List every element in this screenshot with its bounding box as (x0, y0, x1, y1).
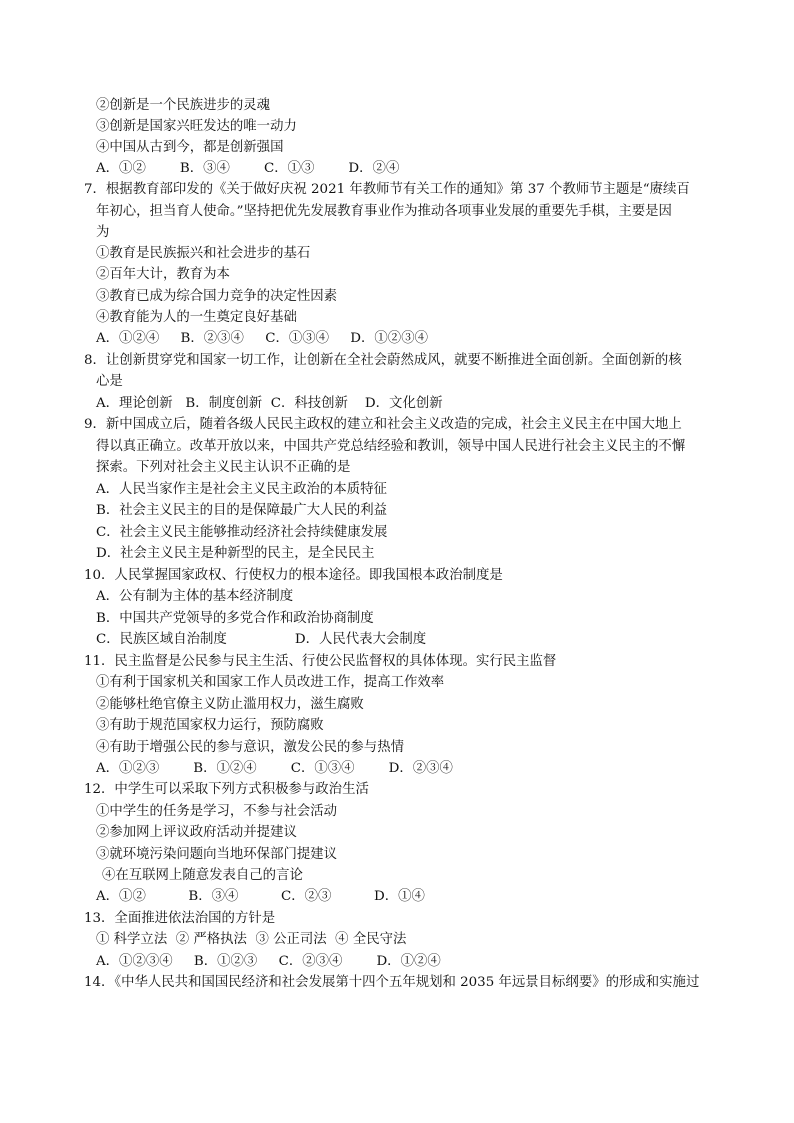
q7-stem-line-2: 年初心，担当育人使命。”坚持把优先发展教育事业作为推动各项事业发展的重要先手棋，主要是因 (96, 204, 672, 219)
q9-choice-a: A．人民当家作主是社会主义民主政治的本质特征 (96, 482, 387, 497)
q12-option-2: ②参加网上评议政府活动并提建议 (96, 825, 297, 840)
q7-stem-line-3: 为 (96, 225, 110, 240)
q10-choice-a: A．公有制为主体的基本经济制度 (96, 589, 294, 604)
q11-option-1: ①有利于国家机关和国家工作人员改进工作，提高工作效率 (96, 675, 445, 690)
q7-option-3: ③教育已成为综合国力竞争的决定性因素 (96, 289, 338, 304)
q9-choice-c: C．社会主义民主能够推动经济社会持续健康发展 (96, 525, 388, 540)
q12-option-1: ①中学生的任务是学习，不参与社会活动 (96, 804, 338, 819)
q10-stem: 10．人民掌握国家政权、行使权力的根本途径。即我国根本政治制度是 (84, 568, 503, 583)
q11-option-4: ④有助于增强公民的参与意识，激发公民的参与热情 (96, 740, 404, 755)
q12-stem: 12．中学生可以采取下列方式积极参与政治生活 (84, 782, 369, 797)
q10-choice-b: B．中国共产党领导的多党合作和政治协商制度 (96, 611, 374, 626)
q6-option-4: ④中国从古到今，都是创新强国 (96, 140, 284, 155)
q7-stem-line-1: 7．根据教育部印发的《关于做好庆祝 2021 年教师节有关工作的通知》第 37 个教师节主题是“赓续百 (84, 182, 690, 197)
q9-choice-d: D．社会主义民主是种新型的民主，是全民民主 (96, 546, 375, 561)
q8-answer-choices: A．理论创新 B．制度创新 C．科技创新 D．文化创新 (96, 396, 443, 411)
q14-stem-line-1: 14．《中华人民共和国国民经济和社会发展第十四个五年规划和 2035 年远景目标纲要》的形成和实施过 (84, 975, 700, 990)
q9-stem-line-1: 9．新中国成立后，随着各级人民民主政权的建立和社会主义改造的完成，社会主义民主在中国大地上 (84, 417, 682, 432)
q11-answer-choices: A．①②③ B．①②④ C．①③④ D．②③④ (96, 761, 453, 776)
q12-option-3: ③就环境污染问题向当地环保部门提建议 (96, 847, 338, 862)
q13-stem: 13．全面推进依法治国的方针是 (84, 911, 276, 926)
q11-option-3: ③有助于规范国家权力运行，预防腐败 (96, 718, 324, 733)
q12-answer-choices: A．①② B．③④ C．②③ D．①④ (96, 889, 425, 904)
q7-option-2: ②百年大计，教育为本 (96, 267, 230, 282)
q6-option-2: ②创新是一个民族进步的灵魂 (96, 98, 271, 113)
q10-choice-cd: C．民族区域自治制度 D．人民代表大会制度 (96, 632, 427, 647)
q13-answer-choices: A．①②③④ B．①②③ C．②③④ D．①②④ (96, 954, 441, 969)
q12-option-4: ④在互联网上随意发表自己的言论 (102, 868, 303, 883)
q9-choice-b: B．社会主义民主的目的是保障最广大人民的利益 (96, 503, 388, 518)
q11-option-2: ②能够杜绝官僚主义防止滥用权力，滋生腐败 (96, 697, 364, 712)
q7-option-1: ①教育是民族振兴和社会进步的基石 (96, 246, 311, 261)
q6-answer-choices: A．①② B．③④ C．①③ D．②④ (96, 161, 400, 176)
q13-options: ① 科学立法 ② 严格执法 ③ 公正司法 ④ 全民守法 (96, 932, 407, 947)
q8-stem-line-1: 8．让创新贯穿党和国家一切工作，让创新在全社会蔚然成风，就要不断推进全面创新。全面创新的核 (84, 353, 682, 368)
q7-option-4: ④教育能为人的一生奠定良好基础 (96, 310, 297, 325)
q8-stem-line-2: 心是 (96, 374, 123, 389)
q11-stem: 11．民主监督是公民参与民主生活、行使公民监督权的具体体现。实行民主监督 (84, 654, 557, 669)
q6-option-3: ③创新是国家兴旺发达的唯一动力 (96, 119, 297, 134)
q7-answer-choices: A．①②④ B．②③④ C．①③④ D．①②③④ (96, 331, 428, 346)
q9-stem-line-3: 探索。下列对社会主义民主认识不正确的是 (96, 460, 351, 475)
q9-stem-line-2: 得以真正确立。改革开放以来，中国共产党总结经验和教训，领导中国人民进行社会主义民主的不懈 (96, 439, 686, 454)
